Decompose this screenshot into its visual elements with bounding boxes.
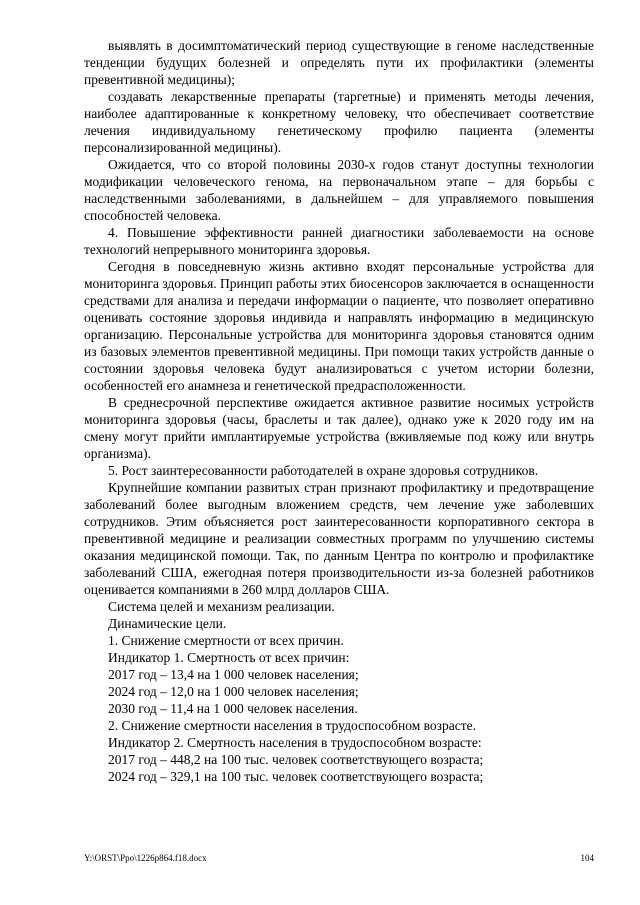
paragraph: Индикатор 1. Смертность от всех причин:: [108, 650, 350, 665]
paragraph: В среднесрочной перспективе ожидается активное развитие носимых устройств мониторинга здоровья (часы, браслеты и так далее), однако уже к 2020 году им на смену могут прийти имплантируемые устройства (вживляемые под кожу или внутрь организма).: [84, 395, 594, 461]
paragraph: 2017 год – 13,4 на 1 000 человек населения;: [108, 667, 359, 682]
footer-file-path: Y:\ORST\Ppo\1226p864.f18.docx: [84, 853, 207, 863]
paragraph: 2030 год – 11,4 на 1 000 человек населения.: [108, 701, 358, 716]
paragraph: Ожидается, что со второй половины 2030-х годов станут доступны технологии модификации человеческого генома, на первоначальном этапе – для борьбы с наследственными заболеваниями, в дальнейшем – для управляемого повышения способностей человека.: [84, 157, 594, 223]
paragraph: 1. Снижение смертности от всех причин.: [108, 633, 344, 648]
paragraph: создавать лекарственные препараты (таргетные) и применять методы лечения, наиболее адаптированные к конкретному человеку, что обеспечивает соответствие лечения индивидуальному генетическому профилю пациента (элементы персонализированной медицины).: [84, 89, 594, 155]
paragraph: 5. Рост заинтересованности работодателей в охране здоровья сотрудников.: [108, 463, 539, 478]
paragraph: 2024 год – 12,0 на 1 000 человек населения;: [108, 684, 359, 699]
footer-page-number: 104: [580, 853, 594, 863]
paragraph: Индикатор 2. Смертность населения в трудоспособном возрасте:: [108, 735, 482, 750]
paragraph: Сегодня в повседневную жизнь активно входят персональные устройства для мониторинга здоровья. Принцип работы этих биосенсоров заключается в оснащенности средствами для анализа и передачи информации о пациенте, что позволяет оперативно оценивать состояние здоровья индивида и направлять информацию в медицинскую организацию. Персональные устройства для мониторинга здоровья становятся одним из базовых элементов превентивной медицины. При помощи таких устройств данные о состоянии здоровья человека будут анализироваться с учетом истории болезни, особенностей его анамнеза и генетической предрасположенности.: [84, 259, 594, 393]
paragraph: 4. Повышение эффективности ранней диагностики заболеваемости на основе технологий непрерывного мониторинга здоровья.: [84, 225, 594, 257]
paragraph: Динамические цели.: [108, 616, 227, 631]
paragraph: 2017 год – 448,2 на 100 тыс. человек соответствующего возраста;: [108, 752, 484, 767]
paragraph: Система целей и механизм реализации.: [108, 599, 335, 614]
paragraph: Крупнейшие компании развитых стран признают профилактику и предотвращение заболеваний более выгодным вложением средств, чем лечение уже заболевших сотрудников. Этим объясняется рост заинтересованности корпоративного сектора в превентивной медицине и реализации совместных программ по улучшению системы оказания медицинской помощи. Так, по данным Центра по контролю и профилактике заболеваний США, ежегодная потеря производительности из-за болезней работников оценивается компаниями в 260 млрд долларов США.: [84, 480, 594, 597]
paragraph: выявлять в досимптоматический период существующие в геноме наследственные тенденции будущих болезней и определять пути их профилактики (элементы превентивной медицины);: [84, 38, 594, 87]
paragraph: 2024 год – 329,1 на 100 тыс. человек соответствующего возраста;: [108, 769, 484, 784]
paragraph: 2. Снижение смертности населения в трудоспособном возрасте.: [108, 718, 476, 733]
document-body: [84, 37, 594, 785]
